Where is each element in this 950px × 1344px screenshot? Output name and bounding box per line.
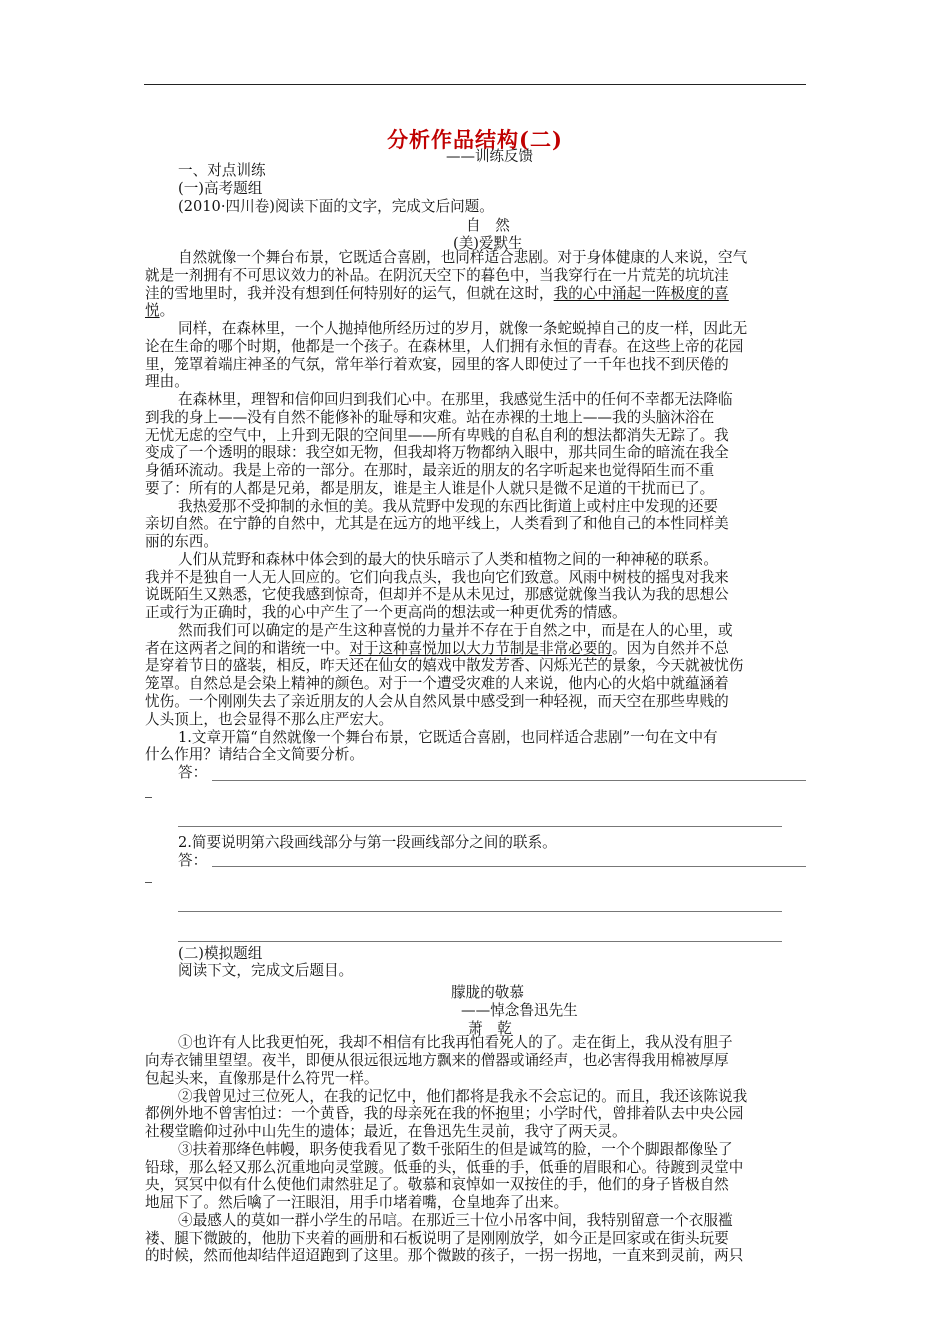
paragraph-line: 忧伤。一个刚刚失去了亲近朋友的人会从自然风景中感受到一种轻视，而天空在那些卑贱的: [145, 693, 729, 710]
paragraph-line: 变成了一个透明的眼球：我空如无物，但我却将万物都纳入眼中，那共同生命的暗流在我全: [145, 444, 729, 461]
answer-label: 答：: [178, 764, 208, 781]
paragraph-line: 都例外地不曾害怕过：一个黄昏，我的母亲死在我的怀抱里；小学时代，曾排着队去中央公园: [145, 1105, 744, 1122]
passage-title: 朦胧的敬慕: [451, 984, 524, 1001]
paragraph-line: 笼罩。自然总是会染上精神的颜色。对于一个遭受灾难的人来说，他内心的火焰中就蕴涵着: [145, 675, 729, 692]
paragraph-line: 人头顶上，也会显得不那么庄严宏大。: [145, 711, 394, 728]
group-heading: (二)模拟题组: [178, 945, 263, 962]
paragraph-line: 里，笼罩着端庄神圣的气氛，常年举行着欢宴，园里的客人即使过了一千年也找不到厌倦的: [145, 356, 729, 373]
passage-author: (美)爱默生: [453, 235, 523, 252]
paragraph-line: ①也许有人比我更怕死，我却不相信有比我再怕看死人的了。走在街上，我从没有胆子: [178, 1034, 733, 1051]
paragraph-line: 然而我们可以确定的是产生这种喜悦的力量并不存在于自然之中，而是在人的心里，或: [178, 622, 733, 639]
question-text: 什么作用？请结合全文简要分析。: [145, 746, 364, 763]
question-text: 2.简要说明第六段画线部分与第一段画线部分之间的联系。: [178, 834, 557, 851]
text-segment: 。: [159, 302, 175, 319]
paragraph-line: 同样，在森林里，一个人抛掉他所经历过的岁月，就像一条蛇蜕掉自己的皮一样，因此无: [178, 320, 748, 337]
paragraph-line: 向寿衣铺里望望。夜半，即便从很远很远地方飘来的僧器或诵经声，也必害得我用棉被厚厚: [145, 1052, 729, 1069]
text-segment: 者在这两者之间的和谐统一中。: [145, 640, 350, 657]
paragraph-line: 地屈下了。然后噙了一汪眼泪，用手巾堵着嘴，仓皇地奔了出来。: [145, 1194, 569, 1211]
page-title: 分析作品结构(二): [387, 127, 563, 152]
underlined-text: 我的心中涌起一阵极度的喜: [553, 285, 729, 302]
paragraph-line: ④最感人的莫如一群小学生的吊唁。在那近三十位小吊客中间，我特别留意一个衣服褴: [178, 1212, 733, 1229]
header-rule: [144, 84, 806, 85]
paragraph-line: 褛、腿下微跛的，他肋下夹着的画册和石板说明了是刚刚放学，如今正是回家或在街头玩要: [145, 1230, 729, 1247]
paragraph-line: [145, 640, 729, 658]
paragraph-line: 包起头来，直像那是什么符咒一样。: [145, 1070, 379, 1087]
paragraph-line: 我并不是独自一人无人回应的。它们向我点头，我也向它们致意。风雨中树枝的摇曳对我来: [145, 569, 729, 586]
paragraph-line: [145, 285, 729, 303]
answer-line[interactable]: [178, 911, 782, 912]
answer-line-tail: [145, 797, 152, 798]
paragraph-line: ②我曾见过三位死人，在我的记忆中，他们都将是我永不会忘记的。而且，我还该陈说我: [178, 1088, 748, 1105]
paragraph-line: 我热爱那不受抑制的永恒的美。我从荒野中发现的东西比街道上或村庄中发现的还要: [178, 498, 718, 515]
paragraph-line: 社稷堂瞻仰过孙中山先生的遗体；最近，在鲁迅先生灵前，我守了两天灵。: [145, 1123, 627, 1140]
page-subtitle: ——训练反馈: [446, 149, 533, 165]
paragraph-line: 丽的东西。: [145, 533, 218, 550]
paragraph-line: 论在生命的哪个时期，他都是一个孩子。在森林里，人们拥有永恒的青春。在这些上帝的花园: [145, 338, 744, 355]
passage-author: 萧 乾: [468, 1020, 512, 1037]
text-segment: 。因为自然并不总: [612, 640, 729, 657]
paragraph-line: 理由。: [145, 373, 189, 390]
paragraph-line: 身循环流动。我是上帝的一部分。在那时，最亲近的朋友的名字听起来也觉得陌生而不重: [145, 462, 715, 479]
paragraph-line: 铅球，那么轻又那么沉重地向灵堂踱。低垂的头，低垂的手，低垂的眉眼和心。待踱到灵堂中: [145, 1159, 744, 1176]
section-heading: 一、对点训练: [178, 162, 266, 179]
group-heading: (一)高考题组: [178, 180, 263, 197]
paragraph-line: [145, 302, 174, 320]
underlined-text: 对于这种喜悦加以大力节制是非常必要的: [349, 640, 613, 657]
paragraph-line: 央，冥冥中似有什么使他们肃然驻足了。敬慕和哀悼如一双按住的手，他们的身子皆极自然: [145, 1176, 729, 1193]
paragraph-line: 无忧无虑的空气中，上升到无限的空间里——所有卑贱的自私自利的想法都消失无踪了。我: [145, 427, 729, 444]
paragraph-line: 到我的身上——没有自然不能修补的耻辱和灾难。站在赤裸的土地上——我的头脑沐浴在: [145, 409, 715, 426]
text-segment: 洼的雪地里时，我并没有想到任何特别好的运气，但就在这时，: [145, 285, 554, 302]
answer-line[interactable]: [212, 780, 806, 781]
paragraph-line: 的时候，然而他却结伴迢迢跑到了这里。那个微跛的孩子，一拐一拐地，一直来到灵前，两只: [145, 1247, 744, 1264]
paragraph-line: ③扶着那绛色帏幔，职务使我看见了数千张陌生的但是诚笃的脸，一个个脚跟都像坠了: [178, 1141, 733, 1158]
answer-line-tail: [145, 882, 152, 883]
answer-line[interactable]: [212, 866, 806, 867]
instruction-text: 阅读下文，完成文后题目。: [178, 962, 354, 979]
passage-title: 自 然: [466, 217, 510, 234]
paragraph-line: 说既陌生又熟悉，它使我感到惊奇，但却并不是从未见过，那感觉就像当我认为我的思想公: [145, 586, 729, 603]
paragraph-line: 亲切自然。在宁静的自然中，尤其是在远方的地平线上，人类看到了和他自己的本性同样美: [145, 515, 729, 532]
paragraph-line: 是穿着节日的盛装，相反，昨天还在仙女的嬉戏中散发芳香、闪烁光芒的景象，今天就被忧伤: [145, 657, 744, 674]
paragraph-line: 自然就像一个舞台布景，它既适合喜剧，也同样适合悲剧。对于身体健康的人来说，空气: [178, 249, 748, 266]
underlined-text: 悦: [145, 302, 160, 319]
answer-line[interactable]: [178, 826, 782, 827]
question-text: 1.文章开篇“自然就像一个舞台布景，它既适合喜剧，也同样适合悲剧”一句在文中有: [178, 729, 718, 746]
paragraph-line: 就是一剂拥有不可思议效力的补品。在阴沉天空下的暮色中，当我穿行在一片荒芜的坑坑洼: [145, 267, 729, 284]
passage-subtitle: ——悼念鲁迅先生: [461, 1002, 578, 1019]
paragraph-line: 人们从荒野和森林中体会到的最大的快乐暗示了人类和植物之间的一种神秘的联系。: [178, 551, 718, 568]
paragraph-line: 要了：所有的人都是兄弟，都是朋友，谁是主人谁是仆人就只是微不足道的干扰而已了。: [145, 480, 715, 497]
answer-label: 答：: [178, 852, 208, 869]
answer-line[interactable]: [178, 941, 782, 942]
instruction-text: (2010·四川卷)阅读下面的文字，完成文后问题。: [178, 198, 494, 215]
paragraph-line: 在森林里，理智和信仰回归到我们心中。在那里，我感觉生活中的任何不幸都无法降临: [178, 391, 733, 408]
paragraph-line: 正或行为正确时，我的心中产生了一个更高尚的想法或一种更优秀的情感。: [145, 604, 627, 621]
